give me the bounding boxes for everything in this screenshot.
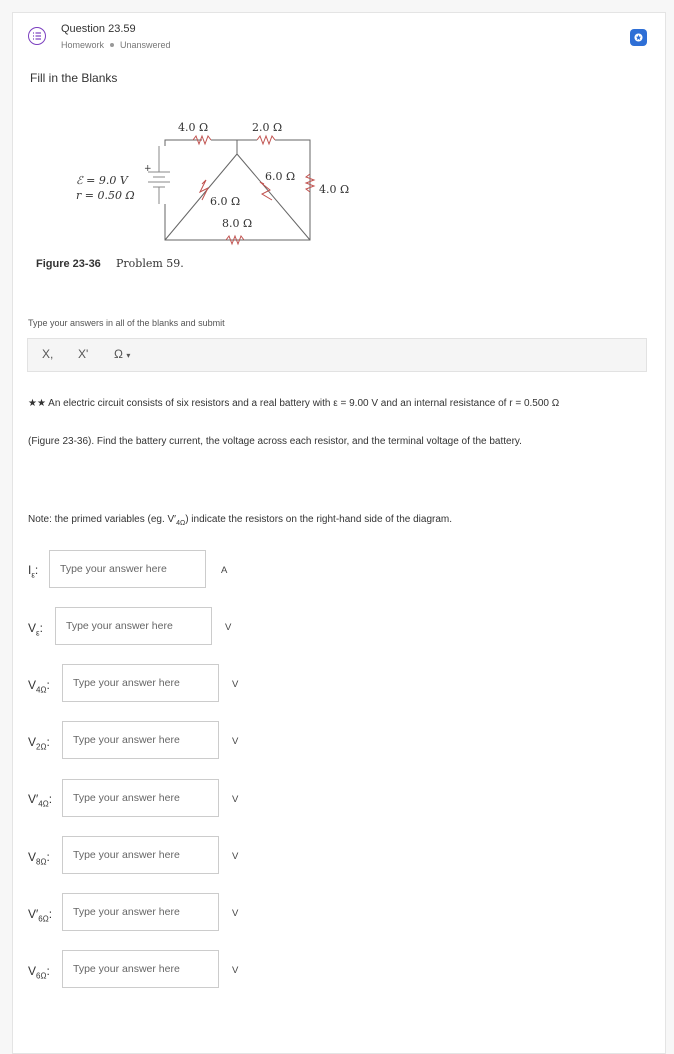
answer-input-i-emf[interactable] [49, 550, 206, 588]
instructions: Type your answers in all of the blanks and submit [28, 318, 225, 328]
format-toolbar [27, 338, 647, 372]
question-title: Question 23.59 [61, 23, 136, 35]
unit-v-emf: V [225, 622, 232, 633]
note: Note: the primed variables (eg. $V'_{4\Omega}$) indicate the resistors on the right-hand side of the diagram. [28, 514, 453, 527]
bookmark-button[interactable] [630, 29, 647, 46]
figure-caption-bold: Figure 23-36 [36, 258, 101, 270]
meta-status: Unanswered [120, 40, 171, 50]
answer-input-v-2ohm[interactable] [62, 721, 219, 759]
answer-input-v-4ohm[interactable] [62, 664, 219, 702]
symbol-dropdown[interactable] [114, 347, 130, 361]
answer-input-v-8ohm[interactable] [62, 836, 219, 874]
unit-v-2ohm: V [232, 736, 239, 747]
problem-text-line1: ★★ An electric circuit consists of six resistors and a real battery with ε = 9.00 V and an internal resistance of r = 0.500 Ω [28, 398, 560, 409]
answer-input-v-prime-4ohm[interactable] [62, 779, 219, 817]
unit-v-prime-4ohm: V [232, 794, 239, 805]
label-v-prime-4ohm: $V'_{4\Omega}$: [28, 792, 53, 809]
unit-v-prime-6ohm: V [232, 908, 239, 919]
list-icon [28, 27, 46, 45]
label-r: r = 0.50 Ω [76, 189, 135, 202]
meta-type: Homework [61, 40, 105, 50]
chevron-down-icon: ▾ [126, 351, 131, 360]
plus-sign: + [144, 164, 152, 174]
label-v-emf: $V_\varepsilon$: [28, 621, 43, 638]
omega-label: Ω [114, 347, 123, 361]
label-emf: ℰ = 9.0 V [76, 174, 128, 187]
label-v-4ohm: $V_{4\Omega}$: [28, 678, 50, 695]
answer-input-v-6ohm[interactable] [62, 950, 219, 988]
label-v-6ohm: $V_{6\Omega}$: [28, 964, 50, 981]
label-2ohm: 2.0 Ω [252, 121, 283, 134]
label-v-8ohm: $V_{8\Omega}$: [28, 850, 50, 867]
label-6ohm-right: 6.0 Ω [265, 170, 296, 183]
label-v-prime-6ohm: $V'_{6\Omega}$: [28, 907, 53, 924]
label-v-2ohm: $V_{2\Omega}$: [28, 735, 50, 752]
figure-caption-text: Problem 59. [116, 257, 184, 270]
unit-v-8ohm: V [232, 851, 239, 862]
question-meta [61, 40, 171, 50]
answer-input-v-prime-6ohm[interactable] [62, 893, 219, 931]
subscript-button[interactable]: X, [42, 347, 54, 361]
label-4ohm-right: 4.0 Ω [319, 183, 350, 196]
label-8ohm: 8.0 Ω [222, 217, 253, 230]
circuit-figure [30, 110, 370, 275]
unit-i-emf: A [221, 565, 228, 576]
superscript-button[interactable]: X' [78, 347, 89, 361]
label-i-emf: $I_\varepsilon$: [28, 563, 39, 580]
answer-input-v-emf[interactable] [55, 607, 212, 645]
unit-v-4ohm: V [232, 679, 239, 690]
problem-text-line2: (Figure 23-36). Find the battery current, the voltage across each resistor, and the terminal voltage of the battery. [28, 436, 522, 447]
star-icon [634, 33, 643, 42]
section-title: Fill in the Blanks [30, 71, 118, 85]
label-6ohm-left: 6.0 Ω [210, 195, 241, 208]
unit-v-6ohm: V [232, 965, 239, 976]
label-4ohm: 4.0 Ω [178, 121, 209, 134]
